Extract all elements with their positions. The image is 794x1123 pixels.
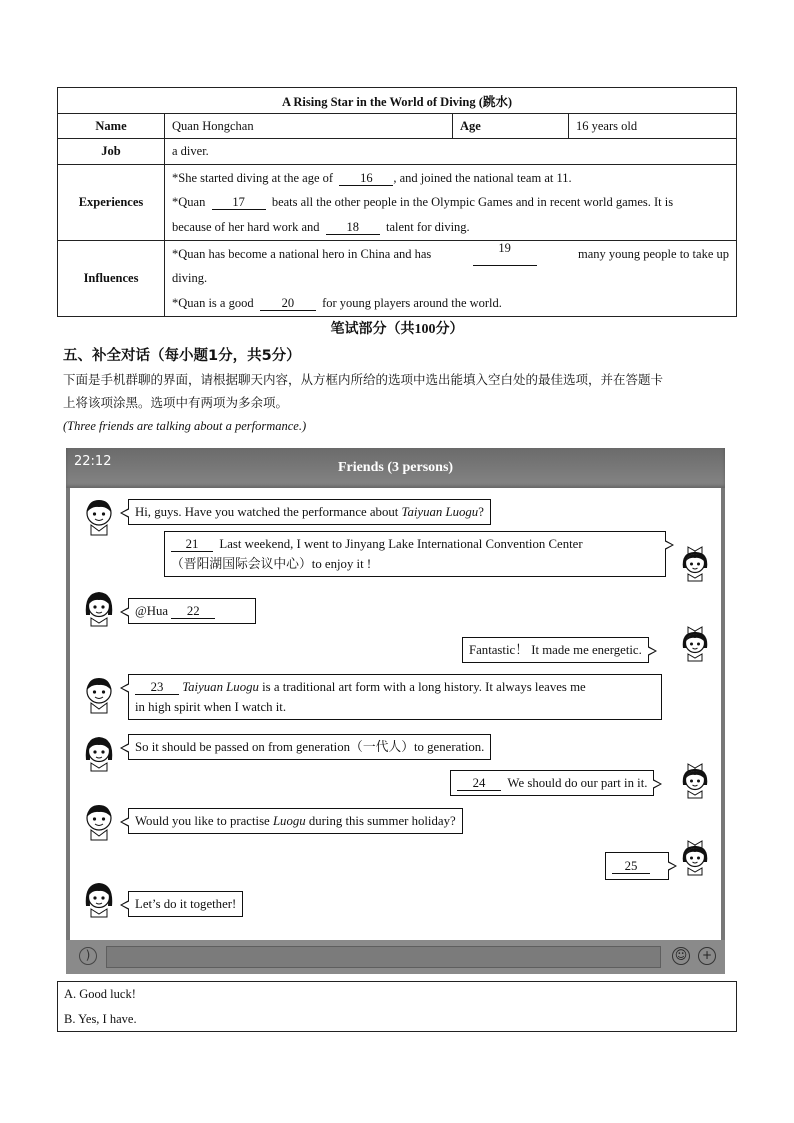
inf-text: diving. (172, 271, 208, 286)
blank-17: 17 (212, 196, 266, 210)
chat-message: @Hua 22 (128, 598, 256, 624)
inf-text: *Quan has become a national hero in China and has (172, 246, 432, 261)
context-note: (Three friends are talking about a performance.) (63, 419, 307, 433)
section-title: 笔试部分（共100分） (330, 322, 464, 337)
voice-icon[interactable]: ) (79, 947, 97, 965)
blank-24: 24 (457, 777, 501, 791)
influences-cell (165, 241, 737, 317)
exp-text: beats all the other people in the Olympic Games and in recent world games. It is (271, 195, 674, 210)
blank-16: 16 (339, 172, 393, 186)
inf-text: for young players around the world. (322, 295, 502, 310)
chat-message: 24 We should do our part in it. (450, 770, 654, 796)
experiences-cell (165, 165, 737, 241)
experiences-label: Experiences (58, 165, 165, 241)
chat-message: Fantastic！ It made me energetic. (462, 637, 649, 663)
blank-20: 20 (260, 297, 316, 311)
exp-text: talent for diving. (386, 219, 470, 234)
phone-header (66, 448, 725, 488)
blank-25: 25 (612, 860, 650, 874)
status-time: 22:12 (74, 454, 112, 469)
blank-21: 21 (171, 538, 213, 552)
chat-message: So it should be passed on from generation（一代人）to generation. (128, 734, 491, 760)
age-label: Age (453, 114, 569, 139)
boy-avatar-icon (82, 676, 116, 714)
exp-text: *She started diving at the age of (172, 170, 334, 185)
plus-icon[interactable]: + (698, 947, 716, 965)
section-heading: 五、补全对话（每小题1分，共5分） (63, 348, 301, 364)
girl-avatar-icon (82, 589, 116, 627)
exp-text: because of her hard work and (172, 219, 320, 234)
option-b: B. Yes, I have. (64, 1012, 137, 1026)
chat-area (70, 488, 721, 940)
name-value: Quan Hongchan (165, 114, 453, 139)
bow-girl-avatar-icon (678, 544, 712, 582)
chat-message: Would you like to practise Luogu during this summer holiday? (128, 808, 463, 834)
bow-girl-avatar-icon (678, 624, 712, 662)
instructions-line-1: 下面是手机群聊的界面，请根据聊天内容，从方框内所给的选项中选出能填入空白处的最佳选项，并在答题卡 (63, 372, 664, 387)
chat-message: 21 Last weekend, I went to Jinyang Lake International Convention Center （晋阳湖国际会议中心）to enjoy it ! (164, 531, 666, 577)
group-title: Friends (3 persons) (337, 460, 454, 475)
chat-message: 23 Taiyuan Luogu is a traditional art form with a long history. It always leaves me in high spirit when I watch it. (128, 674, 662, 720)
boy-avatar-icon (82, 803, 116, 841)
girl-avatar-icon (82, 880, 116, 918)
chat-message: Hi, guys. Have you watched the performance about Taiyuan Luogu? (128, 499, 491, 525)
chat-message: Let’s do it together! (128, 891, 243, 917)
job-label: Job (58, 139, 165, 165)
influences-label: Influences (58, 241, 165, 317)
name-label: Name (58, 114, 165, 139)
phone-chat-screen (66, 448, 725, 974)
blank-19: 19 (473, 242, 537, 267)
instructions-line-2: 上将该项涂黑。选项中有两项为多余项。 (63, 395, 289, 410)
age-value: 16 years old (569, 114, 737, 139)
blank-22: 22 (171, 605, 215, 619)
chat-input-bar (66, 940, 725, 974)
options-box (57, 981, 737, 1032)
table-title: A Rising Star in the World of Diving (跳水) (58, 88, 737, 114)
inf-text: many young people to take up (577, 246, 729, 261)
boy-avatar-icon (82, 498, 116, 536)
chat-message (605, 852, 669, 880)
option-a: A. Good luck! (64, 987, 136, 1001)
girl-avatar-icon (82, 734, 116, 772)
emoji-icon[interactable]: ☺ (672, 947, 690, 965)
job-value: a diver. (165, 139, 737, 165)
blank-23: 23 (135, 681, 179, 695)
inf-text: *Quan is a good (172, 295, 254, 310)
info-table (57, 87, 737, 317)
exp-text: , and joined the national team at 11. (393, 170, 572, 185)
exp-text: *Quan (172, 195, 206, 210)
bow-girl-avatar-icon (678, 761, 712, 799)
message-input[interactable] (106, 946, 661, 968)
bow-girl-avatar-icon (678, 838, 712, 876)
blank-18: 18 (326, 221, 380, 235)
